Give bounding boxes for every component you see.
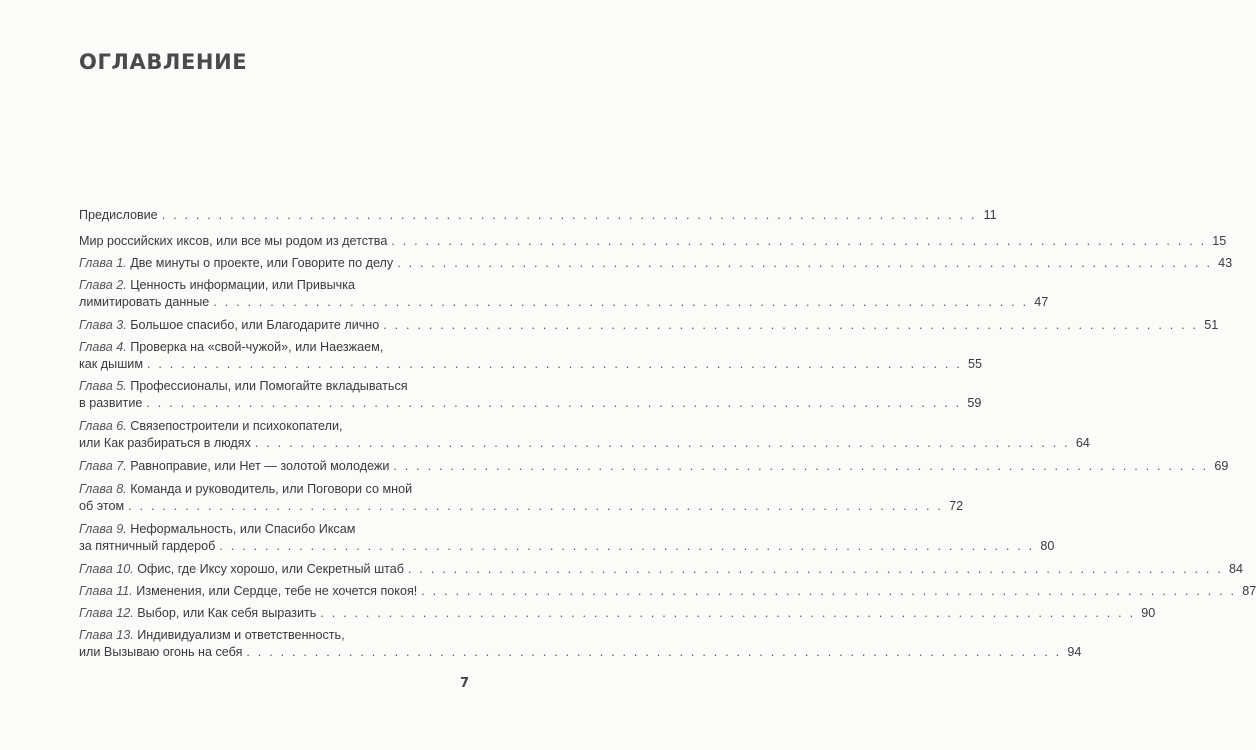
toc-entry-line (79, 418, 470, 435)
entry-page-number: 64 (1075, 436, 1090, 450)
entry-title: в развитие (79, 396, 143, 410)
entry-page-number: 72 (949, 499, 964, 513)
entry-title: Офис, где Иксу хорошо, или Секретный штаб (137, 562, 405, 576)
entry-title: Индивидуализм и ответственность, (137, 628, 345, 642)
toc-entry-line (79, 435, 1090, 452)
toc-entry-line (79, 538, 1055, 555)
toc-entry (79, 561, 1243, 578)
toc-entry (79, 627, 1082, 661)
toc-entry-line (79, 627, 470, 644)
dot-leader: . . . . . . . . . . . . . . . . . . . . . . . . . . . . . . . . . . . . . . . . . . . . . . . . . . . . . . . . . . . . . . . . . . . . . . . . (383, 318, 1199, 332)
entry-title: об этом (79, 499, 125, 513)
dot-leader: . . . . . . . . . . . . . . . . . . . . . . . . . . . . . . . . . . . . . . . . . . . . . . . . . . . . . . . . . . . . . . . . . . . . . . . . (246, 645, 1062, 659)
toc-entry (79, 317, 1219, 334)
entry-title: лимитировать данные (79, 295, 210, 309)
dot-leader: . . . . . . . . . . . . . . . . . . . . . . . . . . . . . . . . . . . . . . . . . . . . . . . . . . . . . . . . . . . . . . . . . . . . . . . . (219, 539, 1035, 553)
toc-entry (79, 378, 982, 412)
toc-entry (79, 458, 1229, 475)
dot-leader: . . . . . . . . . . . . . . . . . . . . . . . . . . . . . . . . . . . . . . . . . . . . . . . . . . . . . . . . . . . . . . . . . . . . . . . . (397, 256, 1213, 270)
toc-entry-line (79, 233, 1227, 250)
toc-entry (79, 233, 1227, 250)
entry-title: или Как разбираться в людях (79, 436, 251, 450)
entry-page-number: 15 (1212, 234, 1227, 248)
dot-leader: . . . . . . . . . . . . . . . . . . . . . . . . . . . . . . . . . . . . . . . . . . . . . . . . . . . . . . . . . . . . . . . . . . . . . . . . (421, 584, 1237, 598)
toc-entry (79, 521, 1055, 555)
entry-title: Большое спасибо, или Благодарите лично (130, 318, 380, 332)
entry-page-number: 11 (983, 208, 997, 222)
entry-title: Предисловие (79, 208, 158, 222)
chapter-label: Глава 4. (79, 340, 127, 354)
toc-entry-line (79, 521, 470, 538)
table-of-contents (79, 207, 1256, 661)
entry-title: Проверка на «свой-чужой», или Наезжаем, (130, 340, 384, 354)
toc-entry-line (79, 644, 1082, 661)
toc-entry-line (79, 339, 470, 356)
page-number: 7 (460, 676, 470, 691)
toc-entry-line (79, 498, 964, 515)
dot-leader: . . . . . . . . . . . . . . . . . . . . . . . . . . . . . . . . . . . . . . . . . . . . . . . . . . . . . . . . . . . . . . . . . . . . . . . . (320, 606, 1136, 620)
toc-entry (79, 207, 997, 224)
entry-page-number: 90 (1141, 606, 1156, 620)
toc-entry (79, 339, 982, 373)
toc-entry-line (79, 583, 1256, 600)
entry-page-number: 43 (1218, 256, 1233, 270)
dot-leader: . . . . . . . . . . . . . . . . . . . . . . . . . . . . . . . . . . . . . . . . . . . . . . . . . . . . . . . . . . . . . . . . . . . . . . . . (254, 436, 1070, 450)
chapter-label: Глава 3. (79, 318, 127, 332)
entry-title: Две минуты о проекте, или Говорите по делу (130, 256, 394, 270)
chapter-label: Глава 6. (79, 419, 127, 433)
entry-page-number: 69 (1214, 459, 1229, 473)
toc-entry-line (79, 458, 1229, 475)
entry-page-number: 80 (1040, 539, 1055, 553)
toc-entry (79, 583, 1256, 600)
dot-leader: . . . . . . . . . . . . . . . . . . . . . . . . . . . . . . . . . . . . . . . . . . . . . . . . . . . . . . . . . . . . . . . . . . . . . . . . (128, 499, 944, 513)
chapter-label: Глава 13. (79, 628, 134, 642)
toc-entry-line (79, 395, 982, 412)
dot-leader: . . . . . . . . . . . . . . . . . . . . . . . . . . . . . . . . . . . . . . . . . . . . . . . . . . . . . . . . . . . . . . . . . . . . . . . . (393, 459, 1209, 473)
entry-page-number: 84 (1228, 562, 1243, 576)
chapter-label: Глава 7. (79, 459, 127, 473)
dot-leader: . . . . . . . . . . . . . . . . . . . . . . . . . . . . . . . . . . . . . . . . . . . . . . . . . . . . . . . . . . . . . . . . . . . . . . . . (213, 295, 1029, 309)
dot-leader: . . . . . . . . . . . . . . . . . . . . . . . . . . . . . . . . . . . . . . . . . . . . . . . . . . . . . . . . . . . . . . . . . . . . . . . . (146, 396, 962, 410)
entry-page-number: 55 (967, 357, 982, 371)
toc-entry-line (79, 378, 470, 395)
chapter-label: Глава 2. (79, 278, 127, 292)
page-title: ОГЛАВЛЕНИЕ (79, 50, 248, 74)
chapter-label: Глава 1. (79, 256, 127, 270)
entry-page-number: 87 (1242, 584, 1256, 598)
toc-entry-line (79, 356, 982, 373)
entry-title: Мир российских иксов, или все мы родом из детства (79, 234, 388, 248)
entry-page-number: 94 (1067, 645, 1082, 659)
toc-entry (79, 277, 1049, 311)
toc-entry (79, 255, 1233, 272)
toc-entry-line (79, 294, 1049, 311)
entry-title: Ценность информации, или Привычка (130, 278, 355, 292)
toc-entry-line (79, 481, 470, 498)
chapter-label: Глава 12. (79, 606, 134, 620)
toc-entry-line (79, 255, 1233, 272)
entry-page-number: 51 (1204, 318, 1219, 332)
entry-title: за пятничный гардероб (79, 539, 216, 553)
dot-leader: . . . . . . . . . . . . . . . . . . . . . . . . . . . . . . . . . . . . . . . . . . . . . . . . . . . . . . . . . . . . . . . . . . . . . . . . (161, 208, 977, 222)
toc-entry (79, 418, 1090, 452)
entry-title: Команда и руководитель, или Поговори со мной (130, 482, 413, 496)
toc-entry (79, 481, 964, 515)
chapter-label: Глава 10. (79, 562, 134, 576)
dot-leader: . . . . . . . . . . . . . . . . . . . . . . . . . . . . . . . . . . . . . . . . . . . . . . . . . . . . . . . . . . . . . . . . . . . . . . . . (147, 357, 962, 371)
entry-page-number: 59 (967, 396, 982, 410)
dot-leader: . . . . . . . . . . . . . . . . . . . . . . . . . . . . . . . . . . . . . . . . . . . . . . . . . . . . . . . . . . . . . . . . . . . . . . . . (408, 562, 1223, 576)
dot-leader: . . . . . . . . . . . . . . . . . . . . . . . . . . . . . . . . . . . . . . . . . . . . . . . . . . . . . . . . . . . . . . . . . . . . . . . . (391, 234, 1207, 248)
entry-title: Связепостроители и психокопатели, (130, 419, 343, 433)
entry-title: Выбор, или Как себя выразить (137, 606, 317, 620)
toc-entry-line (79, 207, 997, 224)
toc-entry-line (79, 277, 470, 294)
toc-entry (79, 605, 1156, 622)
entry-title: Изменения, или Сердце, тебе не хочется покоя! (136, 584, 418, 598)
chapter-label: Глава 5. (79, 379, 127, 393)
entry-title: Профессионалы, или Помогайте вкладываться (130, 379, 408, 393)
chapter-label: Глава 9. (79, 522, 127, 536)
entry-page-number: 47 (1034, 295, 1049, 309)
entry-title: Неформальность, или Спасибо Иксам (130, 522, 356, 536)
toc-entry-line (79, 561, 1243, 578)
entry-title: Равноправие, или Нет — золотой молодежи (130, 459, 390, 473)
toc-entry-line (79, 605, 1156, 622)
chapter-label: Глава 8. (79, 482, 127, 496)
entry-title: или Вызываю огонь на себя (79, 645, 243, 659)
entry-title: как дышим (79, 357, 143, 371)
chapter-label: Глава 11. (79, 584, 133, 598)
toc-entry-line (79, 317, 1219, 334)
